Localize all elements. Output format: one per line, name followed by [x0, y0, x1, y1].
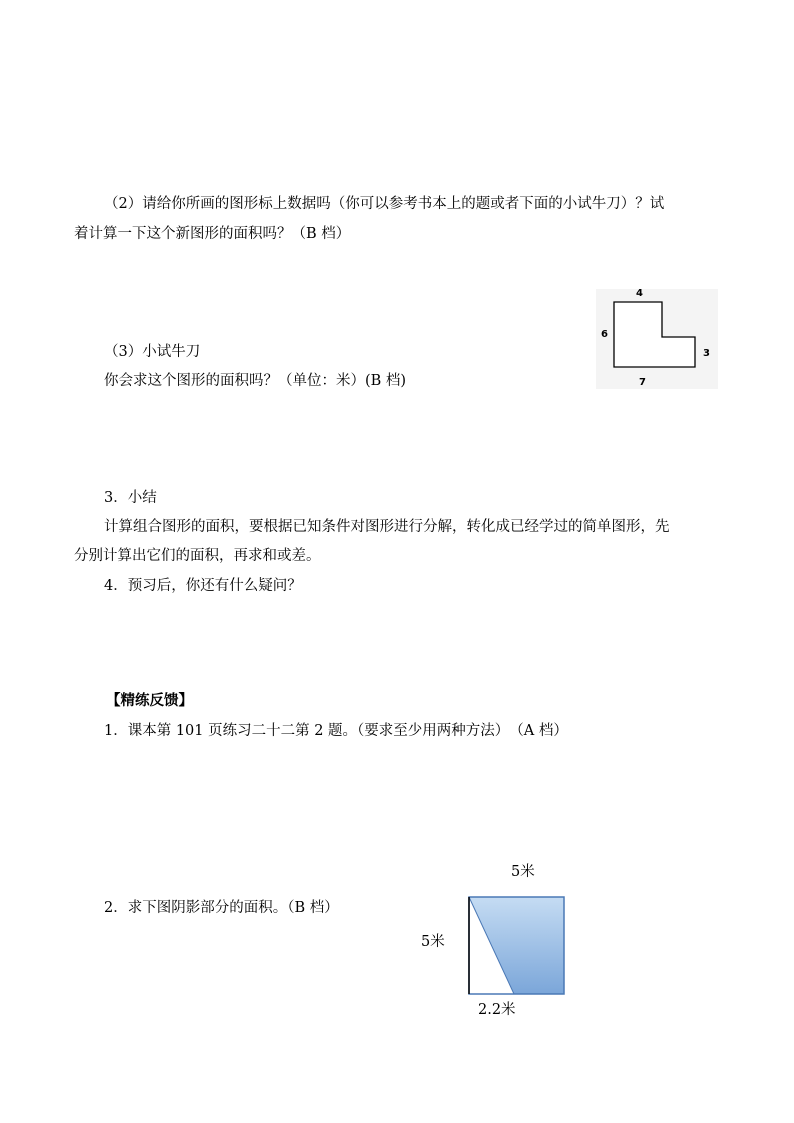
figure2-left-label: 5米: [421, 934, 445, 950]
figure1-top-label: 4: [636, 288, 643, 299]
figure2-bottom-label: 2.2米: [478, 1002, 516, 1018]
q4: 4．预习后，你还有什么疑问？: [104, 578, 302, 594]
practice-header: 【精练反馈】: [106, 692, 193, 709]
q2-line1: （2）请给你所画的图形标上数据吗（你可以参考书本上的题或者下面的小试牛刀）？试: [104, 196, 665, 212]
shaded-square-figure: [467, 895, 567, 997]
practice-item1: 1．课本第 101 页练习二十二第 2 题。（要求至少用两种方法） （A 档）: [104, 723, 568, 739]
l-shape-figure: [592, 285, 722, 395]
q3-title: （3）小试牛刀: [104, 344, 201, 360]
figure1-left-label: 6: [601, 329, 608, 340]
summary-line1: 计算组合图形的面积，要根据已知条件对图形进行分解，转化成已经学过的简单图形，先: [104, 519, 670, 535]
shaded-region: [469, 897, 564, 994]
figure1-bottom-label: 7: [639, 377, 646, 388]
practice-item2: 2．求下图阴影部分的面积。（B 档）: [104, 900, 339, 916]
q2-line2: 着计算一下这个新图形的面积吗？（B 档）: [74, 226, 351, 242]
q3-question: 你会求这个图形的面积吗？（单位：米）(B 档): [104, 373, 407, 389]
figure1-right-label: 3: [703, 348, 710, 359]
summary-line2: 分别计算出它们的面积，再求和或差。: [74, 548, 321, 564]
summary-title: 3．小结: [104, 490, 157, 506]
figure2-top-label: 5米: [511, 864, 535, 880]
